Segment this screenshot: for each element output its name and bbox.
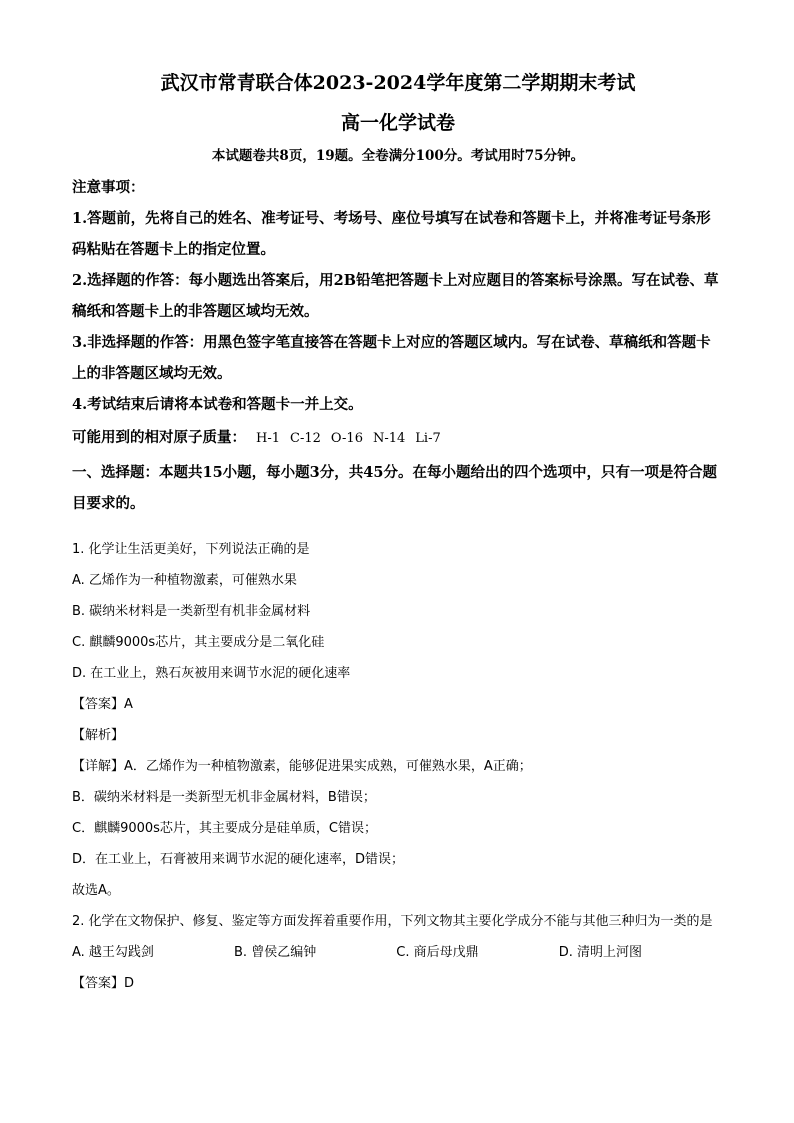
question-1-conclusion: 故选A。: [72, 882, 120, 898]
answer-label: 【答案】: [72, 696, 125, 712]
question-2-options: [72, 937, 642, 968]
answer-value: A: [124, 696, 133, 712]
exam-meta: 本试题卷共8页，19题。全卷满分100分。考试用时75分钟。: [211, 148, 585, 164]
question-1-option-c: C. 麒麟9000s芯片，其主要成分是二氧化硅: [72, 634, 325, 650]
question-2-option-c: C. 商后母戊鼎: [396, 944, 479, 960]
detail-text: A．乙烯作为一种植物激素，能够促进果实成熟，可催熟水果，A正确；: [124, 758, 532, 774]
atomic-mass-line: [72, 424, 724, 453]
note-item-1: 1.答题前，先将自己的姓名、准考证号、考场号、座位号填写在试卷和答题卡上，并将准考证号条形码粘贴在答题卡上的指定位置。: [72, 210, 711, 258]
atomic-mass-li: Li-7: [415, 431, 441, 446]
answer-label: 【答案】: [72, 975, 125, 991]
question-2-option-d: D. 清明上河图: [558, 944, 642, 960]
question-2-stem: 2. 化学在文物保护、修复、鉴定等方面发挥着重要作用，下列文物其主要化学成分不能与其他三种归为一类的是: [72, 913, 713, 929]
answer-value: D: [124, 975, 135, 991]
question-1-detail-line-2: B．碳纳米材料是一类新型无机非金属材料，B错误；: [72, 789, 376, 805]
question-1-detail-line-4: D．在工业上，石膏被用来调节水泥的硬化速率，D错误；: [72, 851, 405, 867]
question-1-answer: [72, 689, 724, 720]
detail-label: 【详解】: [72, 758, 125, 774]
question-2-answer: [72, 968, 724, 999]
atomic-mass-label: 可能用到的相对原子质量：: [72, 429, 246, 446]
atomic-mass-n: N-14: [372, 431, 406, 446]
question-1-detail-line-3: C．麒麟9000s芯片，其主要成分是硅单质，C错误；: [72, 820, 378, 836]
question-1-detail-line-1: [72, 751, 724, 782]
question-2-option-b: B. 曾侯乙编钟: [234, 944, 317, 960]
question-1-option-d: D. 在工业上，熟石灰被用来调节水泥的硬化速率: [72, 665, 351, 681]
exam-title: 武汉市常青联合体2023-2024学年度第二学期期末考试: [160, 72, 636, 94]
section-heading: 一、选择题：本题共15小题，每小题3分，共45分。在每小题给出的四个选项中，只有一项是符合题目要求的。: [72, 464, 717, 512]
note-item-4: 4.考试结束后请将本试卷和答题卡一并上交。: [72, 396, 363, 413]
atomic-mass-h: H-1: [256, 431, 281, 446]
note-item-3: 3.非选择题的作答：用黑色签字笔直接答在答题卡上对应的答题区域内。写在试卷、草稿纸和答题卡上的非答题区域均无效。: [72, 334, 711, 382]
exam-subtitle: 高一化学试卷: [340, 112, 455, 134]
question-1-option-a: A. 乙烯作为一种植物激素，可催熟水果: [72, 572, 297, 588]
question-1-analysis-label: 【解析】: [72, 727, 125, 743]
question-1-stem: 1. 化学让生活更美好，下列说法正确的是: [72, 541, 310, 557]
notes-heading: 注意事项：: [72, 179, 145, 196]
question-1-option-b: B. 碳纳米材料是一类新型有机非金属材料: [72, 603, 311, 619]
note-item-2: 2.选择题的作答：每小题选出答案后，用2B铅笔把答题卡上对应题目的答案标号涂黑。写在试卷、草稿纸和答题卡上的非答题区域均无效。: [72, 272, 719, 320]
atomic-mass-c: C-12: [290, 431, 321, 446]
question-2-option-a: A. 越王勾践剑: [72, 944, 154, 960]
atomic-mass-o: O-16: [330, 431, 363, 446]
